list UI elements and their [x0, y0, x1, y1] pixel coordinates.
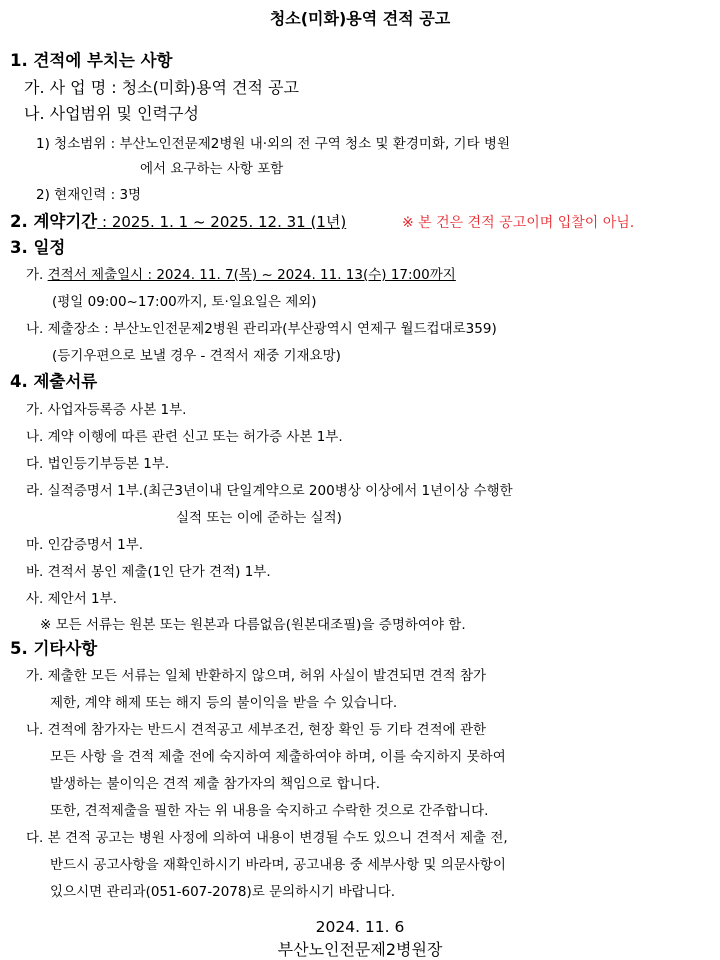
- section-5-item-c-line2: 반드시 공고사항을 재확인하시기 바라며, 공고내용 중 세부사항 및 의문사항이: [50, 857, 506, 873]
- section-4-item-e: 마. 인감증명서 1부.: [26, 537, 144, 553]
- contract-period: : 2025. 1. 1 ~ 2025. 12. 31 (1년): [97, 213, 347, 231]
- section-5-item-b-line3: 발생하는 불이익은 견적 제출 참가자의 책임으로 합니다.: [50, 776, 380, 792]
- section-5-item-c-line3: 있으시면 관리과(051-607-2078)로 문의하시기 바랍니다.: [50, 884, 396, 900]
- section-4-heading: 4. 제출서류: [10, 372, 98, 391]
- section-4-item-g: 사. 제안서 1부.: [26, 591, 117, 607]
- section-5-item-a-line2: 제한, 계약 해제 또는 해지 등의 불이익을 받을 수 있습니다.: [50, 695, 398, 711]
- announcement-date: 2024. 11. 6: [315, 918, 405, 936]
- document-title: 청소(미화)용역 견적 공고: [269, 9, 451, 28]
- section-5-item-b-line1: 나. 견적에 참가자는 반드시 견적공고 세부조건, 현장 확인 등 기타 견적에 관한: [26, 722, 487, 738]
- submission-datetime: 견적서 제출일시 : 2024. 11. 7(목) ~ 2024. 11. 13(수) 17:00까지: [47, 267, 456, 283]
- section-5-item-b-line2: 모든 사항 을 견적 제출 전에 숙지하여 제출하여야 하며, 이를 숙지하지 못하여: [50, 749, 506, 765]
- section-5-item-b-line4: 또한, 견적제출을 필한 자는 위 내용을 숙지하고 수락한 것으로 간주합니다.: [50, 803, 489, 819]
- section-3-item-b-note: (등기우편으로 보낼 경우 - 견적서 재중 기재요망): [52, 348, 341, 364]
- section-2-row: [10, 212, 346, 232]
- section-4-item-a: 가. 사업자등록증 사본 1부.: [26, 402, 187, 418]
- section-5-item-c-line1: 다. 본 견적 공고는 병원 사정에 의하여 내용이 변경될 수도 있으니 견적서 제출 전,: [26, 830, 508, 846]
- section-3-heading: 3. 일정: [10, 238, 66, 257]
- section-2-heading: 2. 계약기간: [10, 212, 98, 231]
- section-3-item-a-note: (평일 09:00~17:00까지, 토·일요일은 제외): [52, 294, 317, 310]
- section-4-item-f: 바. 견적서 봉인 제출(1인 단가 견적) 1부.: [26, 564, 271, 580]
- section-1-item-b2: 2) 현재인력 : 3명: [36, 187, 142, 203]
- issuing-organization: 부산노인전문제2병원장: [277, 940, 443, 959]
- section-5-heading: 5. 기타사항: [10, 639, 98, 658]
- section-4-note: ※ 모든 서류는 원본 또는 원본과 다름없음(원본대조필)을 증명하여야 함.: [40, 617, 466, 633]
- section-1-item-b1-line1: 1) 청소범위 : 부산노인전문제2병원 내·외의 전 구역 청소 및 환경미화, 기타 병원: [36, 136, 511, 152]
- section-4-item-b: 나. 계약 이행에 따른 관련 신고 또는 허가증 사본 1부.: [26, 429, 343, 445]
- notice-not-bid: ※ 본 건은 견적 공고이며 입찰이 아님.: [402, 215, 635, 231]
- section-3-item-a: [26, 266, 456, 284]
- section-1-item-a: 가. 사 업 명 : 청소(미화)용역 견적 공고: [24, 78, 299, 97]
- section-4-item-c: 다. 법인등기부등본 1부.: [26, 456, 170, 472]
- section-1-heading: 1. 견적에 부치는 사항: [10, 51, 173, 70]
- section-1-item-b: 나. 사업범위 및 인력구성: [24, 104, 199, 123]
- section-3-item-a-prefix: 가.: [26, 267, 48, 283]
- section-3-item-b: 나. 제출장소 : 부산노인전문제2병원 관리과(부산광역시 연제구 월드컵대로359): [26, 321, 497, 337]
- section-5-item-a-line1: 가. 제출한 모든 서류는 일체 반환하지 않으며, 허위 사실이 발견되면 견적 참가: [26, 668, 487, 684]
- section-1-item-b1-line2: 에서 요구하는 사항 포함: [140, 161, 284, 177]
- section-4-item-d-line1: 라. 실적증명서 1부.(최근3년이내 단일계약으로 200병상 이상에서 1년이상 수행한: [26, 483, 513, 499]
- section-4-item-d-line2: 실적 또는 이에 준하는 실적): [176, 510, 342, 526]
